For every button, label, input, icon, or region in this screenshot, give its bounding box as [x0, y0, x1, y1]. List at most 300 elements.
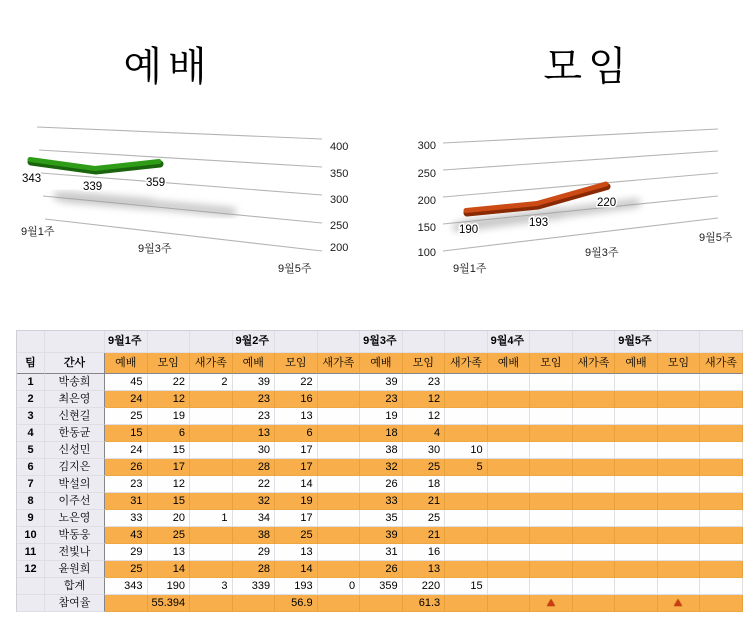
subheader-cell[interactable]: 새가족 — [573, 353, 616, 374]
data-cell[interactable]: 25 — [148, 527, 191, 544]
subheader-cell[interactable]: 모임 — [658, 353, 701, 374]
data-cell[interactable] — [530, 561, 573, 578]
total-cell[interactable]: 359 — [360, 578, 403, 595]
data-cell[interactable]: 39 — [233, 374, 276, 391]
x-tick-label: 9월1주 — [21, 226, 55, 238]
data-cell[interactable]: 20 — [148, 510, 191, 527]
worship-line-chart[interactable] — [0, 0, 360, 300]
data-cell[interactable] — [700, 391, 743, 408]
total-cell[interactable]: 190 — [148, 578, 191, 595]
data-cell[interactable] — [190, 408, 233, 425]
rate-cell[interactable]: 55.394 — [148, 595, 191, 612]
data-cell[interactable] — [615, 527, 658, 544]
staff-name-cell[interactable]: 김지은 — [45, 459, 105, 476]
data-cell[interactable]: 12 — [148, 476, 191, 493]
data-cell[interactable]: 21 — [403, 493, 446, 510]
rate-cell[interactable] — [190, 595, 233, 612]
data-cell[interactable]: 17 — [275, 510, 318, 527]
data-cell[interactable]: 13 — [148, 544, 191, 561]
total-cell[interactable] — [530, 578, 573, 595]
data-cell[interactable]: 32 — [360, 459, 403, 476]
data-cell[interactable]: 25 — [105, 561, 148, 578]
data-cell[interactable]: 15 — [105, 425, 148, 442]
data-cell[interactable] — [658, 510, 701, 527]
staff-name-cell[interactable]: 박설의 — [45, 476, 105, 493]
rate-cell[interactable] — [615, 595, 658, 612]
data-cell[interactable]: 16 — [275, 391, 318, 408]
data-cell[interactable]: 22 — [233, 476, 276, 493]
data-cell[interactable] — [488, 510, 531, 527]
chart-title: 모임 — [543, 44, 633, 89]
data-cell[interactable]: 25 — [403, 510, 446, 527]
data-cell[interactable] — [318, 544, 361, 561]
table-row — [17, 353, 743, 374]
data-cell[interactable]: 19 — [360, 408, 403, 425]
data-cell[interactable]: 28 — [233, 459, 276, 476]
staff-name-cell[interactable]: 신성민 — [45, 442, 105, 459]
data-cell[interactable]: 23 — [360, 391, 403, 408]
data-cell[interactable]: 19 — [148, 408, 191, 425]
data-cell[interactable] — [615, 561, 658, 578]
staff-name-cell[interactable]: 이주선 — [45, 493, 105, 510]
week-header-cell[interactable] — [148, 331, 191, 353]
week-header-cell[interactable]: 9월1주 — [105, 331, 148, 353]
total-cell[interactable]: 0 — [318, 578, 361, 595]
team-number-cell[interactable]: 2 — [17, 391, 45, 408]
data-cell[interactable]: 13 — [275, 408, 318, 425]
warning-triangle-icon[interactable] — [547, 599, 555, 606]
data-cell[interactable] — [190, 442, 233, 459]
data-cell[interactable]: 26 — [360, 561, 403, 578]
staff-name-cell[interactable]: 윤원희 — [45, 561, 105, 578]
data-cell[interactable]: 22 — [275, 374, 318, 391]
data-cell[interactable] — [658, 476, 701, 493]
data-cell[interactable] — [573, 493, 616, 510]
week-header-cell[interactable] — [275, 331, 318, 353]
team-number-cell[interactable]: 11 — [17, 544, 45, 561]
data-cell[interactable]: 29 — [233, 544, 276, 561]
corner-blank-cell[interactable] — [17, 331, 45, 353]
data-cell[interactable] — [658, 493, 701, 510]
data-cell[interactable]: 24 — [105, 442, 148, 459]
total-label-cell[interactable]: 합계 — [45, 578, 105, 595]
subheader-cell[interactable]: 모임 — [403, 353, 446, 374]
data-cell[interactable] — [700, 544, 743, 561]
data-cell[interactable] — [700, 408, 743, 425]
warning-triangle-icon[interactable] — [674, 599, 682, 606]
data-cell[interactable] — [573, 442, 616, 459]
gridlines — [37, 127, 322, 251]
team-number-cell[interactable]: 12 — [17, 561, 45, 578]
total-cell[interactable]: 193 — [275, 578, 318, 595]
data-cell[interactable] — [318, 476, 361, 493]
data-cell[interactable] — [488, 408, 531, 425]
team-number-cell[interactable] — [17, 595, 45, 612]
data-cell[interactable] — [573, 476, 616, 493]
data-cell[interactable] — [530, 493, 573, 510]
data-cell[interactable] — [700, 561, 743, 578]
table-row — [17, 331, 743, 353]
rate-cell[interactable] — [530, 595, 573, 612]
data-cell[interactable] — [190, 561, 233, 578]
data-cell[interactable] — [445, 408, 488, 425]
x-axis-tick-labels — [21, 224, 312, 275]
y-tick-label: 150 — [417, 222, 436, 234]
subheader-cell[interactable]: 모임 — [530, 353, 573, 374]
data-cell[interactable] — [445, 544, 488, 561]
total-cell[interactable]: 343 — [105, 578, 148, 595]
data-cell[interactable] — [190, 493, 233, 510]
table-row — [17, 510, 743, 527]
data-cell[interactable] — [573, 391, 616, 408]
data-cell[interactable]: 34 — [233, 510, 276, 527]
data-cell[interactable] — [615, 544, 658, 561]
data-value-labels — [22, 173, 165, 193]
staff-name-cell[interactable]: 박송희 — [45, 374, 105, 391]
subheader-cell[interactable]: 예배 — [615, 353, 658, 374]
data-cell[interactable] — [445, 374, 488, 391]
data-cell[interactable] — [700, 425, 743, 442]
chart-title: 예배 — [123, 44, 213, 89]
week-header-cell[interactable] — [700, 331, 743, 353]
data-cell[interactable]: 21 — [403, 527, 446, 544]
rate-cell[interactable] — [700, 595, 743, 612]
data-cell[interactable] — [190, 476, 233, 493]
team-number-cell[interactable]: 9 — [17, 510, 45, 527]
data-cell[interactable]: 14 — [275, 476, 318, 493]
subheader-cell[interactable]: 예배 — [105, 353, 148, 374]
data-cell[interactable]: 29 — [105, 544, 148, 561]
subheader-cell[interactable]: 새가족 — [700, 353, 743, 374]
data-cell[interactable]: 6 — [275, 425, 318, 442]
data-cell[interactable]: 23 — [233, 408, 276, 425]
y-axis-tick-labels — [418, 140, 436, 259]
data-cell[interactable]: 30 — [233, 442, 276, 459]
data-cell[interactable] — [530, 408, 573, 425]
data-cell[interactable] — [530, 374, 573, 391]
team-number-cell[interactable]: 1 — [17, 374, 45, 391]
data-cell[interactable]: 4 — [403, 425, 446, 442]
data-cell[interactable] — [190, 459, 233, 476]
data-cell[interactable] — [530, 442, 573, 459]
data-cell[interactable] — [530, 510, 573, 527]
data-cell[interactable] — [573, 561, 616, 578]
y-tick-label: 300 — [417, 140, 436, 152]
data-cell[interactable] — [615, 425, 658, 442]
data-cell[interactable]: 30 — [403, 442, 446, 459]
data-cell[interactable] — [658, 459, 701, 476]
y-axis-tick-labels — [330, 141, 348, 254]
data-cell[interactable]: 39 — [360, 527, 403, 544]
week-header-cell[interactable]: 9월2주 — [233, 331, 276, 353]
data-cell[interactable] — [573, 459, 616, 476]
data-cell[interactable]: 43 — [105, 527, 148, 544]
data-cell[interactable] — [615, 408, 658, 425]
data-cell[interactable] — [573, 374, 616, 391]
data-cell[interactable]: 33 — [360, 493, 403, 510]
total-cell[interactable] — [488, 578, 531, 595]
total-cell[interactable]: 15 — [445, 578, 488, 595]
data-cell[interactable]: 26 — [105, 459, 148, 476]
data-cell[interactable] — [530, 527, 573, 544]
week-header-cell[interactable] — [445, 331, 488, 353]
subheader-cell[interactable]: 모임 — [148, 353, 191, 374]
data-cell[interactable] — [700, 510, 743, 527]
data-cell[interactable] — [700, 442, 743, 459]
data-cell[interactable]: 23 — [403, 374, 446, 391]
team-number-cell[interactable] — [17, 578, 45, 595]
staff-name-cell[interactable]: 전빛나 — [45, 544, 105, 561]
rate-cell[interactable] — [233, 595, 276, 612]
value-label: 359 — [146, 177, 166, 189]
data-cell[interactable] — [190, 391, 233, 408]
data-cell[interactable] — [488, 391, 531, 408]
data-cell[interactable] — [445, 425, 488, 442]
data-cell[interactable] — [530, 425, 573, 442]
data-cell[interactable] — [615, 374, 658, 391]
data-cell[interactable] — [700, 476, 743, 493]
data-cell[interactable] — [190, 544, 233, 561]
data-cell[interactable] — [573, 527, 616, 544]
data-cell[interactable] — [658, 544, 701, 561]
subheader-cell[interactable]: 예배 — [233, 353, 276, 374]
data-cell[interactable]: 23 — [105, 476, 148, 493]
meeting-line-chart[interactable] — [360, 0, 747, 300]
data-cell[interactable]: 12 — [403, 391, 446, 408]
data-cell[interactable]: 25 — [275, 527, 318, 544]
week-header-cell[interactable] — [190, 331, 233, 353]
data-cell[interactable]: 12 — [403, 408, 446, 425]
data-cell[interactable] — [488, 374, 531, 391]
rate-cell[interactable] — [360, 595, 403, 612]
data-cell[interactable]: 5 — [445, 459, 488, 476]
total-cell[interactable] — [700, 578, 743, 595]
data-cell[interactable]: 25 — [403, 459, 446, 476]
data-cell[interactable] — [615, 476, 658, 493]
data-cell[interactable] — [700, 527, 743, 544]
data-cell[interactable] — [318, 527, 361, 544]
data-cell[interactable]: 13 — [233, 425, 276, 442]
team-number-cell[interactable]: 4 — [17, 425, 45, 442]
staff-name-cell[interactable]: 최은영 — [45, 391, 105, 408]
data-cell[interactable]: 12 — [148, 391, 191, 408]
data-cell[interactable]: 15 — [148, 442, 191, 459]
data-cell[interactable]: 6 — [148, 425, 191, 442]
y-tick-label: 200 — [330, 242, 349, 254]
value-label: 343 — [22, 173, 42, 185]
team-number-cell[interactable]: 6 — [17, 459, 45, 476]
data-cell[interactable] — [445, 476, 488, 493]
worship-series-line — [30, 160, 160, 172]
data-cell[interactable] — [573, 510, 616, 527]
team-number-cell[interactable]: 7 — [17, 476, 45, 493]
data-cell[interactable]: 25 — [105, 408, 148, 425]
data-cell[interactable]: 1 — [190, 510, 233, 527]
week-header-cell[interactable] — [530, 331, 573, 353]
rate-cell[interactable]: 61.3 — [403, 595, 446, 612]
team-number-cell[interactable]: 3 — [17, 408, 45, 425]
data-cell[interactable] — [615, 442, 658, 459]
table-row — [17, 527, 743, 544]
subheader-cell[interactable]: 새가족 — [318, 353, 361, 374]
data-cell[interactable] — [658, 527, 701, 544]
data-cell[interactable]: 31 — [360, 544, 403, 561]
data-cell[interactable] — [615, 510, 658, 527]
staff-name-cell[interactable]: 한동균 — [45, 425, 105, 442]
data-cell[interactable] — [700, 493, 743, 510]
data-cell[interactable] — [318, 493, 361, 510]
data-cell[interactable] — [573, 544, 616, 561]
data-cell[interactable] — [573, 425, 616, 442]
data-cell[interactable] — [488, 425, 531, 442]
data-cell[interactable]: 38 — [360, 442, 403, 459]
data-cell[interactable]: 13 — [403, 561, 446, 578]
total-cell[interactable]: 339 — [233, 578, 276, 595]
staff-column-header[interactable]: 간사 — [45, 353, 105, 374]
data-cell[interactable] — [318, 442, 361, 459]
data-cell[interactable] — [318, 391, 361, 408]
subheader-cell[interactable]: 새가족 — [190, 353, 233, 374]
data-cell[interactable] — [658, 561, 701, 578]
data-cell[interactable]: 26 — [360, 476, 403, 493]
team-column-header[interactable]: 팀 — [17, 353, 45, 374]
data-cell[interactable] — [658, 442, 701, 459]
data-cell[interactable]: 14 — [275, 561, 318, 578]
week-header-cell[interactable] — [403, 331, 446, 353]
data-cell[interactable]: 13 — [275, 544, 318, 561]
data-cell[interactable]: 15 — [148, 493, 191, 510]
data-cell[interactable] — [488, 493, 531, 510]
data-cell[interactable]: 32 — [233, 493, 276, 510]
data-cell[interactable] — [488, 561, 531, 578]
data-cell[interactable] — [488, 476, 531, 493]
data-cell[interactable]: 17 — [148, 459, 191, 476]
data-cell[interactable]: 35 — [360, 510, 403, 527]
data-cell[interactable]: 28 — [233, 561, 276, 578]
data-cell[interactable]: 14 — [148, 561, 191, 578]
rate-cell[interactable] — [105, 595, 148, 612]
data-cell[interactable] — [658, 391, 701, 408]
data-cell[interactable]: 10 — [445, 442, 488, 459]
subheader-cell[interactable]: 예배 — [488, 353, 531, 374]
data-cell[interactable]: 17 — [275, 459, 318, 476]
data-cell[interactable] — [488, 442, 531, 459]
team-number-cell[interactable]: 10 — [17, 527, 45, 544]
data-cell[interactable] — [488, 527, 531, 544]
table-row — [17, 425, 743, 442]
data-cell[interactable] — [658, 374, 701, 391]
subheader-cell[interactable]: 새가족 — [445, 353, 488, 374]
data-cell[interactable]: 18 — [360, 425, 403, 442]
data-cell[interactable] — [445, 493, 488, 510]
data-cell[interactable]: 23 — [233, 391, 276, 408]
rate-cell[interactable] — [488, 595, 531, 612]
data-cell[interactable] — [530, 459, 573, 476]
value-label: 193 — [529, 217, 549, 229]
data-cell[interactable]: 22 — [148, 374, 191, 391]
data-cell[interactable] — [488, 544, 531, 561]
data-cell[interactable] — [318, 374, 361, 391]
data-cell[interactable] — [488, 459, 531, 476]
data-cell[interactable] — [190, 425, 233, 442]
week-header-cell[interactable]: 9월3주 — [360, 331, 403, 353]
data-cell[interactable]: 17 — [275, 442, 318, 459]
table-row — [17, 578, 743, 595]
data-cell[interactable] — [700, 459, 743, 476]
data-cell[interactable]: 19 — [275, 493, 318, 510]
data-cell[interactable] — [445, 391, 488, 408]
data-cell[interactable] — [445, 527, 488, 544]
data-cell[interactable] — [530, 391, 573, 408]
team-number-cell[interactable]: 5 — [17, 442, 45, 459]
data-cell[interactable] — [445, 510, 488, 527]
rate-label-cell[interactable]: 참여율 — [45, 595, 105, 612]
subheader-cell[interactable]: 예배 — [360, 353, 403, 374]
data-cell[interactable] — [318, 510, 361, 527]
total-cell[interactable]: 220 — [403, 578, 446, 595]
data-cell[interactable]: 45 — [105, 374, 148, 391]
staff-name-cell[interactable]: 신현길 — [45, 408, 105, 425]
week-header-cell[interactable]: 9월4주 — [488, 331, 531, 353]
subheader-cell[interactable]: 모임 — [275, 353, 318, 374]
data-cell[interactable] — [658, 425, 701, 442]
team-number-cell[interactable]: 8 — [17, 493, 45, 510]
data-cell[interactable]: 39 — [360, 374, 403, 391]
data-cell[interactable] — [318, 459, 361, 476]
data-cell[interactable] — [658, 408, 701, 425]
total-cell[interactable] — [615, 578, 658, 595]
y-tick-label: 200 — [417, 195, 436, 207]
data-cell[interactable] — [445, 561, 488, 578]
week-header-cell[interactable] — [658, 331, 701, 353]
data-cell[interactable] — [700, 374, 743, 391]
data-cell[interactable]: 24 — [105, 391, 148, 408]
data-cell[interactable] — [530, 544, 573, 561]
data-cell[interactable] — [573, 408, 616, 425]
rate-cell[interactable] — [318, 595, 361, 612]
data-cell[interactable] — [318, 408, 361, 425]
data-cell[interactable]: 18 — [403, 476, 446, 493]
staff-name-cell[interactable]: 노은영 — [45, 510, 105, 527]
y-tick-label: 250 — [330, 220, 349, 232]
data-cell[interactable]: 2 — [190, 374, 233, 391]
corner-blank-cell[interactable] — [45, 331, 105, 353]
total-cell[interactable] — [658, 578, 701, 595]
data-cell[interactable] — [190, 527, 233, 544]
data-cell[interactable] — [530, 476, 573, 493]
week-header-cell[interactable] — [573, 331, 616, 353]
week-header-cell[interactable]: 9월5주 — [615, 331, 658, 353]
total-cell[interactable]: 3 — [190, 578, 233, 595]
week-header-cell[interactable] — [318, 331, 361, 353]
data-cell[interactable] — [615, 493, 658, 510]
data-cell[interactable]: 38 — [233, 527, 276, 544]
rate-cell[interactable] — [658, 595, 701, 612]
data-cell[interactable]: 33 — [105, 510, 148, 527]
data-cell[interactable] — [318, 425, 361, 442]
rate-cell[interactable] — [445, 595, 488, 612]
data-cell[interactable] — [318, 561, 361, 578]
total-cell[interactable] — [573, 578, 616, 595]
rate-cell[interactable]: 56.9 — [275, 595, 318, 612]
rate-cell[interactable] — [573, 595, 616, 612]
data-cell[interactable] — [615, 459, 658, 476]
table-row — [17, 476, 743, 493]
staff-name-cell[interactable]: 박동웅 — [45, 527, 105, 544]
data-cell[interactable]: 31 — [105, 493, 148, 510]
data-cell[interactable] — [615, 391, 658, 408]
data-cell[interactable]: 16 — [403, 544, 446, 561]
